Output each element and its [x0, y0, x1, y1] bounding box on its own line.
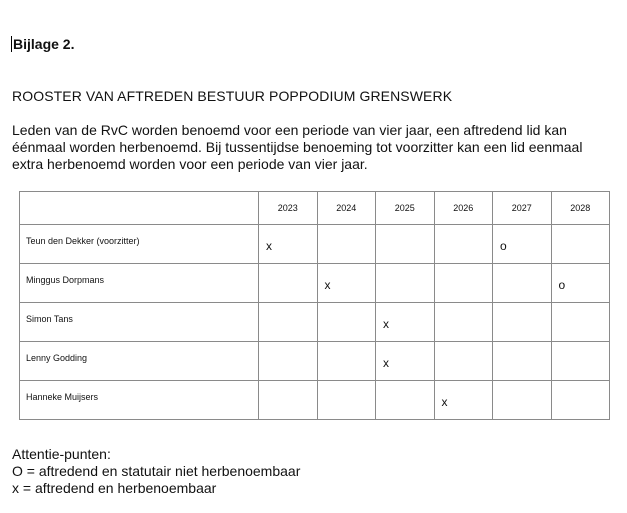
schedule-cell — [317, 225, 376, 264]
table-row — [20, 264, 610, 303]
schedule-cell: x — [376, 342, 435, 381]
schedule-cell — [434, 225, 493, 264]
year-header: 2025 — [376, 192, 435, 225]
table-row — [20, 381, 610, 420]
table-row — [20, 342, 610, 381]
schedule-cell — [434, 342, 493, 381]
member-name: Simon Tans — [20, 303, 259, 342]
schedule-cell: x — [376, 303, 435, 342]
schedule-cell — [493, 303, 552, 342]
table-row — [20, 225, 610, 264]
member-name: Minggus Dorpmans — [20, 264, 259, 303]
table-header-row — [20, 192, 610, 225]
intro-line: extra herbenoemd worden voor een periode van vier jaar. — [12, 156, 368, 172]
intro-line: Leden van de RvC worden benoemd voor een periode van vier jaar, een aftredend lid kan — [12, 122, 567, 138]
schedule-cell — [376, 381, 435, 420]
schedule-cell — [434, 303, 493, 342]
schedule-cell: x — [259, 225, 318, 264]
schedule-cell — [259, 303, 318, 342]
member-name: Lenny Godding — [20, 342, 259, 381]
schedule-cell — [493, 264, 552, 303]
appendix-heading: Bijlage 2. — [13, 36, 75, 52]
year-header: 2023 — [259, 192, 318, 225]
year-header: 2028 — [551, 192, 610, 225]
member-name: Hanneke Muijsers — [20, 381, 259, 420]
schedule-cell: x — [434, 381, 493, 420]
schedule-cell — [259, 381, 318, 420]
header-name-cell — [20, 192, 259, 225]
notes-heading: Attentie-punten: — [12, 446, 111, 462]
year-header: 2026 — [434, 192, 493, 225]
legend-line: x = aftredend en herbenoembaar — [12, 480, 217, 496]
schedule-cell — [551, 303, 610, 342]
schedule-cell — [376, 264, 435, 303]
schedule-cell — [317, 342, 376, 381]
schedule-cell — [493, 342, 552, 381]
legend-line: O = aftredend en statutair niet herbenoembaar — [12, 463, 301, 479]
schedule-cell — [259, 264, 318, 303]
schedule-cell — [551, 225, 610, 264]
member-name: Teun den Dekker (voorzitter) — [20, 225, 259, 264]
schedule-cell: o — [551, 264, 610, 303]
attention-notes — [12, 446, 300, 497]
year-header: 2024 — [317, 192, 376, 225]
schedule-cell: x — [317, 264, 376, 303]
intro-paragraph — [12, 122, 612, 173]
schedule-cell — [317, 303, 376, 342]
schedule-cell — [317, 381, 376, 420]
schedule-cell: o — [493, 225, 552, 264]
year-header: 2027 — [493, 192, 552, 225]
text-cursor — [11, 36, 12, 52]
schedule-cell — [551, 381, 610, 420]
document-title: ROOSTER VAN AFTREDEN BESTUUR POPPODIUM GRENSWERK — [12, 88, 453, 104]
schedule-cell — [551, 342, 610, 381]
table-row — [20, 303, 610, 342]
schedule-cell — [434, 264, 493, 303]
schedule-cell — [376, 225, 435, 264]
resignation-schedule-table — [19, 191, 610, 420]
intro-line: éénmaal worden herbenoemd. Bij tussentijdse benoeming tot voorzitter kan een lid eenmaal — [12, 139, 583, 155]
schedule-cell — [493, 381, 552, 420]
schedule-cell — [259, 342, 318, 381]
